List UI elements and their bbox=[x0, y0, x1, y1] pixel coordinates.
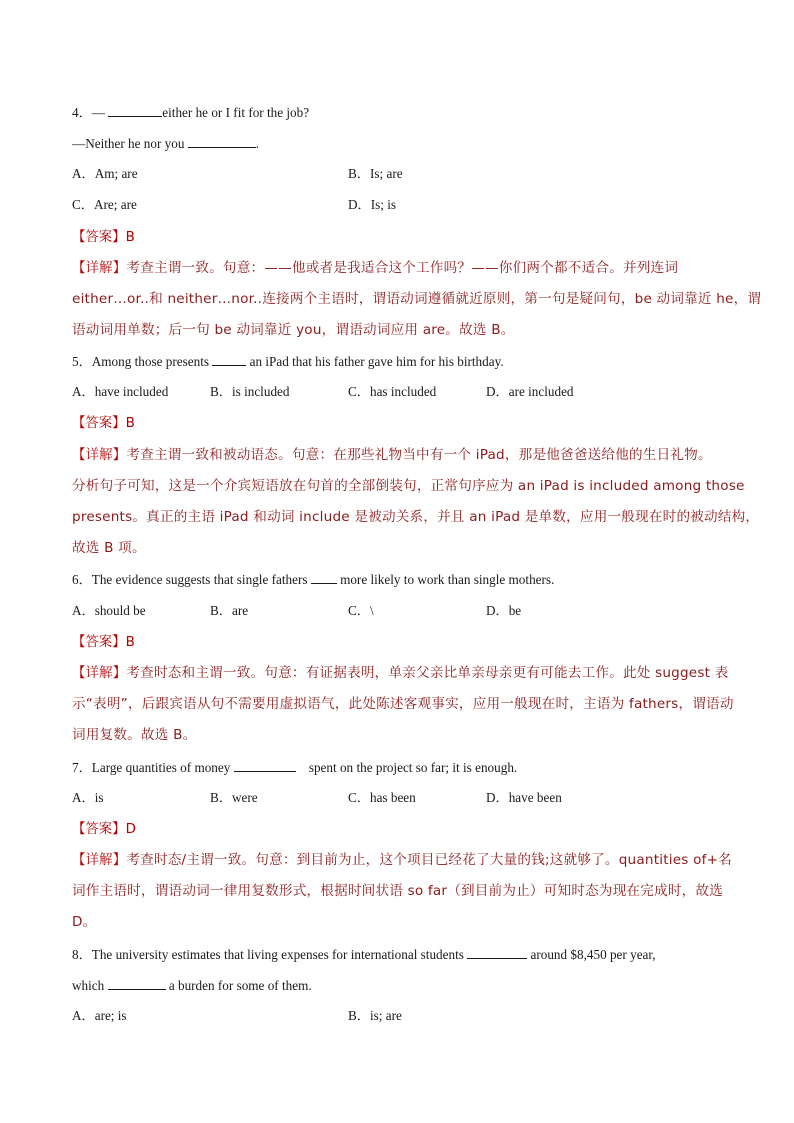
question-8-stem-line2 bbox=[72, 976, 312, 995]
detail-line-1 bbox=[72, 851, 732, 870]
detail-tag: 【详解】 bbox=[72, 448, 127, 463]
option-b: B．are bbox=[210, 603, 249, 618]
answer-blank bbox=[108, 103, 162, 117]
question-5-stem bbox=[72, 352, 504, 371]
detail-tag: 【详解】 bbox=[72, 666, 127, 681]
question-7-stem bbox=[72, 758, 517, 777]
question-6-text: 6．The evidence suggests that single fathers bbox=[72, 572, 311, 587]
detail-line-3: 语动词用单数；后一句 be 动词靠近 you，谓语动词应用 are。故选 B。 bbox=[72, 322, 515, 338]
detail-line-3: presents。真正的主语 iPad 和动词 include 是被动关系，并且 an iPad 是单数，应用一般现在时的被动结构， bbox=[72, 509, 760, 525]
question-4-stem bbox=[72, 103, 309, 122]
question-8-text-4: a burden for some of them. bbox=[165, 978, 312, 993]
option-b: B．Is; are bbox=[348, 166, 403, 181]
detail-line-4: 故选 B 项。 bbox=[72, 540, 146, 556]
question-7-text: 7．Large quantities of money bbox=[72, 760, 234, 775]
answer-value: B bbox=[125, 635, 135, 650]
detail-text: 考查主谓一致。句意：——他或者是我适合这个工作吗？——你们两个都不适合。并列连词 bbox=[126, 260, 679, 276]
question-4-text-3: . bbox=[255, 136, 260, 151]
option-a: A．Am; are bbox=[72, 166, 138, 181]
answer-line bbox=[72, 633, 135, 652]
question-4-text: either he or I fit for the job? bbox=[162, 105, 310, 120]
question-5-text-2: an iPad that his father gave him for his birthday. bbox=[246, 354, 504, 369]
option-d: D．have been bbox=[486, 790, 562, 805]
option-c: C．\ bbox=[348, 603, 374, 618]
option-a: A．should be bbox=[72, 603, 146, 618]
option-c: C．Are; are bbox=[72, 197, 137, 212]
answer-tag: 【答案】 bbox=[72, 230, 126, 245]
question-8-text: 8．The university estimates that living expenses for international students bbox=[72, 947, 468, 962]
detail-tag: 【详解】 bbox=[72, 261, 127, 276]
detail-line-2: 分析句子可知，这是一个介宾短语放在句首的全部倒装句，正常句序应为 an iPad is included among those bbox=[72, 478, 745, 494]
question-8-stem bbox=[72, 945, 656, 964]
option-c: C．has been bbox=[348, 790, 416, 805]
option-d: D．Is; is bbox=[348, 197, 396, 212]
answer-tag: 【答案】 bbox=[72, 822, 126, 837]
question-4-stem-line2 bbox=[72, 134, 259, 153]
option-c: C．has included bbox=[348, 384, 437, 399]
detail-tag: 【详解】 bbox=[72, 853, 127, 868]
detail-line-2: 词作主语时，谓语动词一律用复数形式，根据时间状语 so far（到目前为止）可知时态为现在完成时，故选 bbox=[72, 883, 724, 899]
question-4-number: 4．— bbox=[72, 105, 109, 120]
question-7-text-2: spent on the project so far; it is enough. bbox=[295, 760, 518, 775]
detail-text: 考查时态和主谓一致。句意：有证据表明，单亲父亲比单亲母亲更有可能去工作。此处 suggest 表 bbox=[126, 665, 729, 681]
answer-line bbox=[72, 414, 135, 433]
option-b: B．were bbox=[210, 790, 258, 805]
answer-line bbox=[72, 820, 136, 839]
answer-value: D bbox=[125, 822, 136, 837]
answer-blank bbox=[467, 945, 527, 959]
answer-tag: 【答案】 bbox=[72, 416, 126, 431]
question-8-text-3: which bbox=[72, 978, 108, 993]
detail-line-2: either…or..和 neither…nor..连接两个主语时，谓语动词遵循就近原则，第一句是疑问句，be 动词靠近 he，谓 bbox=[72, 291, 762, 307]
question-8-text-2: around $8,450 per year, bbox=[527, 947, 656, 962]
answer-value: B bbox=[125, 416, 135, 431]
detail-line-1 bbox=[72, 446, 712, 465]
question-6-stem bbox=[72, 570, 554, 589]
option-a: A．is bbox=[72, 790, 104, 805]
answer-blank bbox=[108, 976, 166, 990]
option-d: D．are included bbox=[486, 384, 574, 399]
answer-tag: 【答案】 bbox=[72, 635, 126, 650]
question-5-text: 5．Among those presents bbox=[72, 354, 213, 369]
detail-line-3: D。 bbox=[72, 914, 97, 930]
option-a: A．are; is bbox=[72, 1008, 127, 1023]
detail-line-2: 示“表明”，后跟宾语从句不需要用虚拟语气，此处陈述客观事实，应用一般现在时，主语为 fathers，谓语动 bbox=[72, 696, 734, 712]
option-a: A．have included bbox=[72, 384, 169, 399]
answer-blank bbox=[234, 758, 296, 772]
detail-text: 考查时态/主谓一致。句意：到目前为止，这个项目已经花了大量的钱;这就够了。quantities of+名 bbox=[126, 852, 732, 868]
detail-line-3: 词用复数。故选 B。 bbox=[72, 727, 197, 743]
detail-line-1 bbox=[72, 259, 678, 278]
answer-blank bbox=[212, 352, 246, 366]
answer-value: B bbox=[125, 230, 135, 245]
option-b: B．is included bbox=[210, 384, 290, 399]
detail-text: 考查主谓一致和被动语态。句意：在那些礼物当中有一个 iPad，那是他爸爸送给他的生日礼物。 bbox=[126, 447, 712, 463]
detail-line-1 bbox=[72, 664, 729, 683]
answer-blank bbox=[311, 570, 337, 584]
question-4-text-2: —Neither he nor you bbox=[72, 136, 188, 151]
answer-line bbox=[72, 228, 135, 247]
answer-blank bbox=[188, 134, 256, 148]
question-6-text-2: more likely to work than single mothers. bbox=[336, 572, 555, 587]
option-d: D．be bbox=[486, 603, 522, 618]
option-b: B．is; are bbox=[348, 1008, 402, 1023]
